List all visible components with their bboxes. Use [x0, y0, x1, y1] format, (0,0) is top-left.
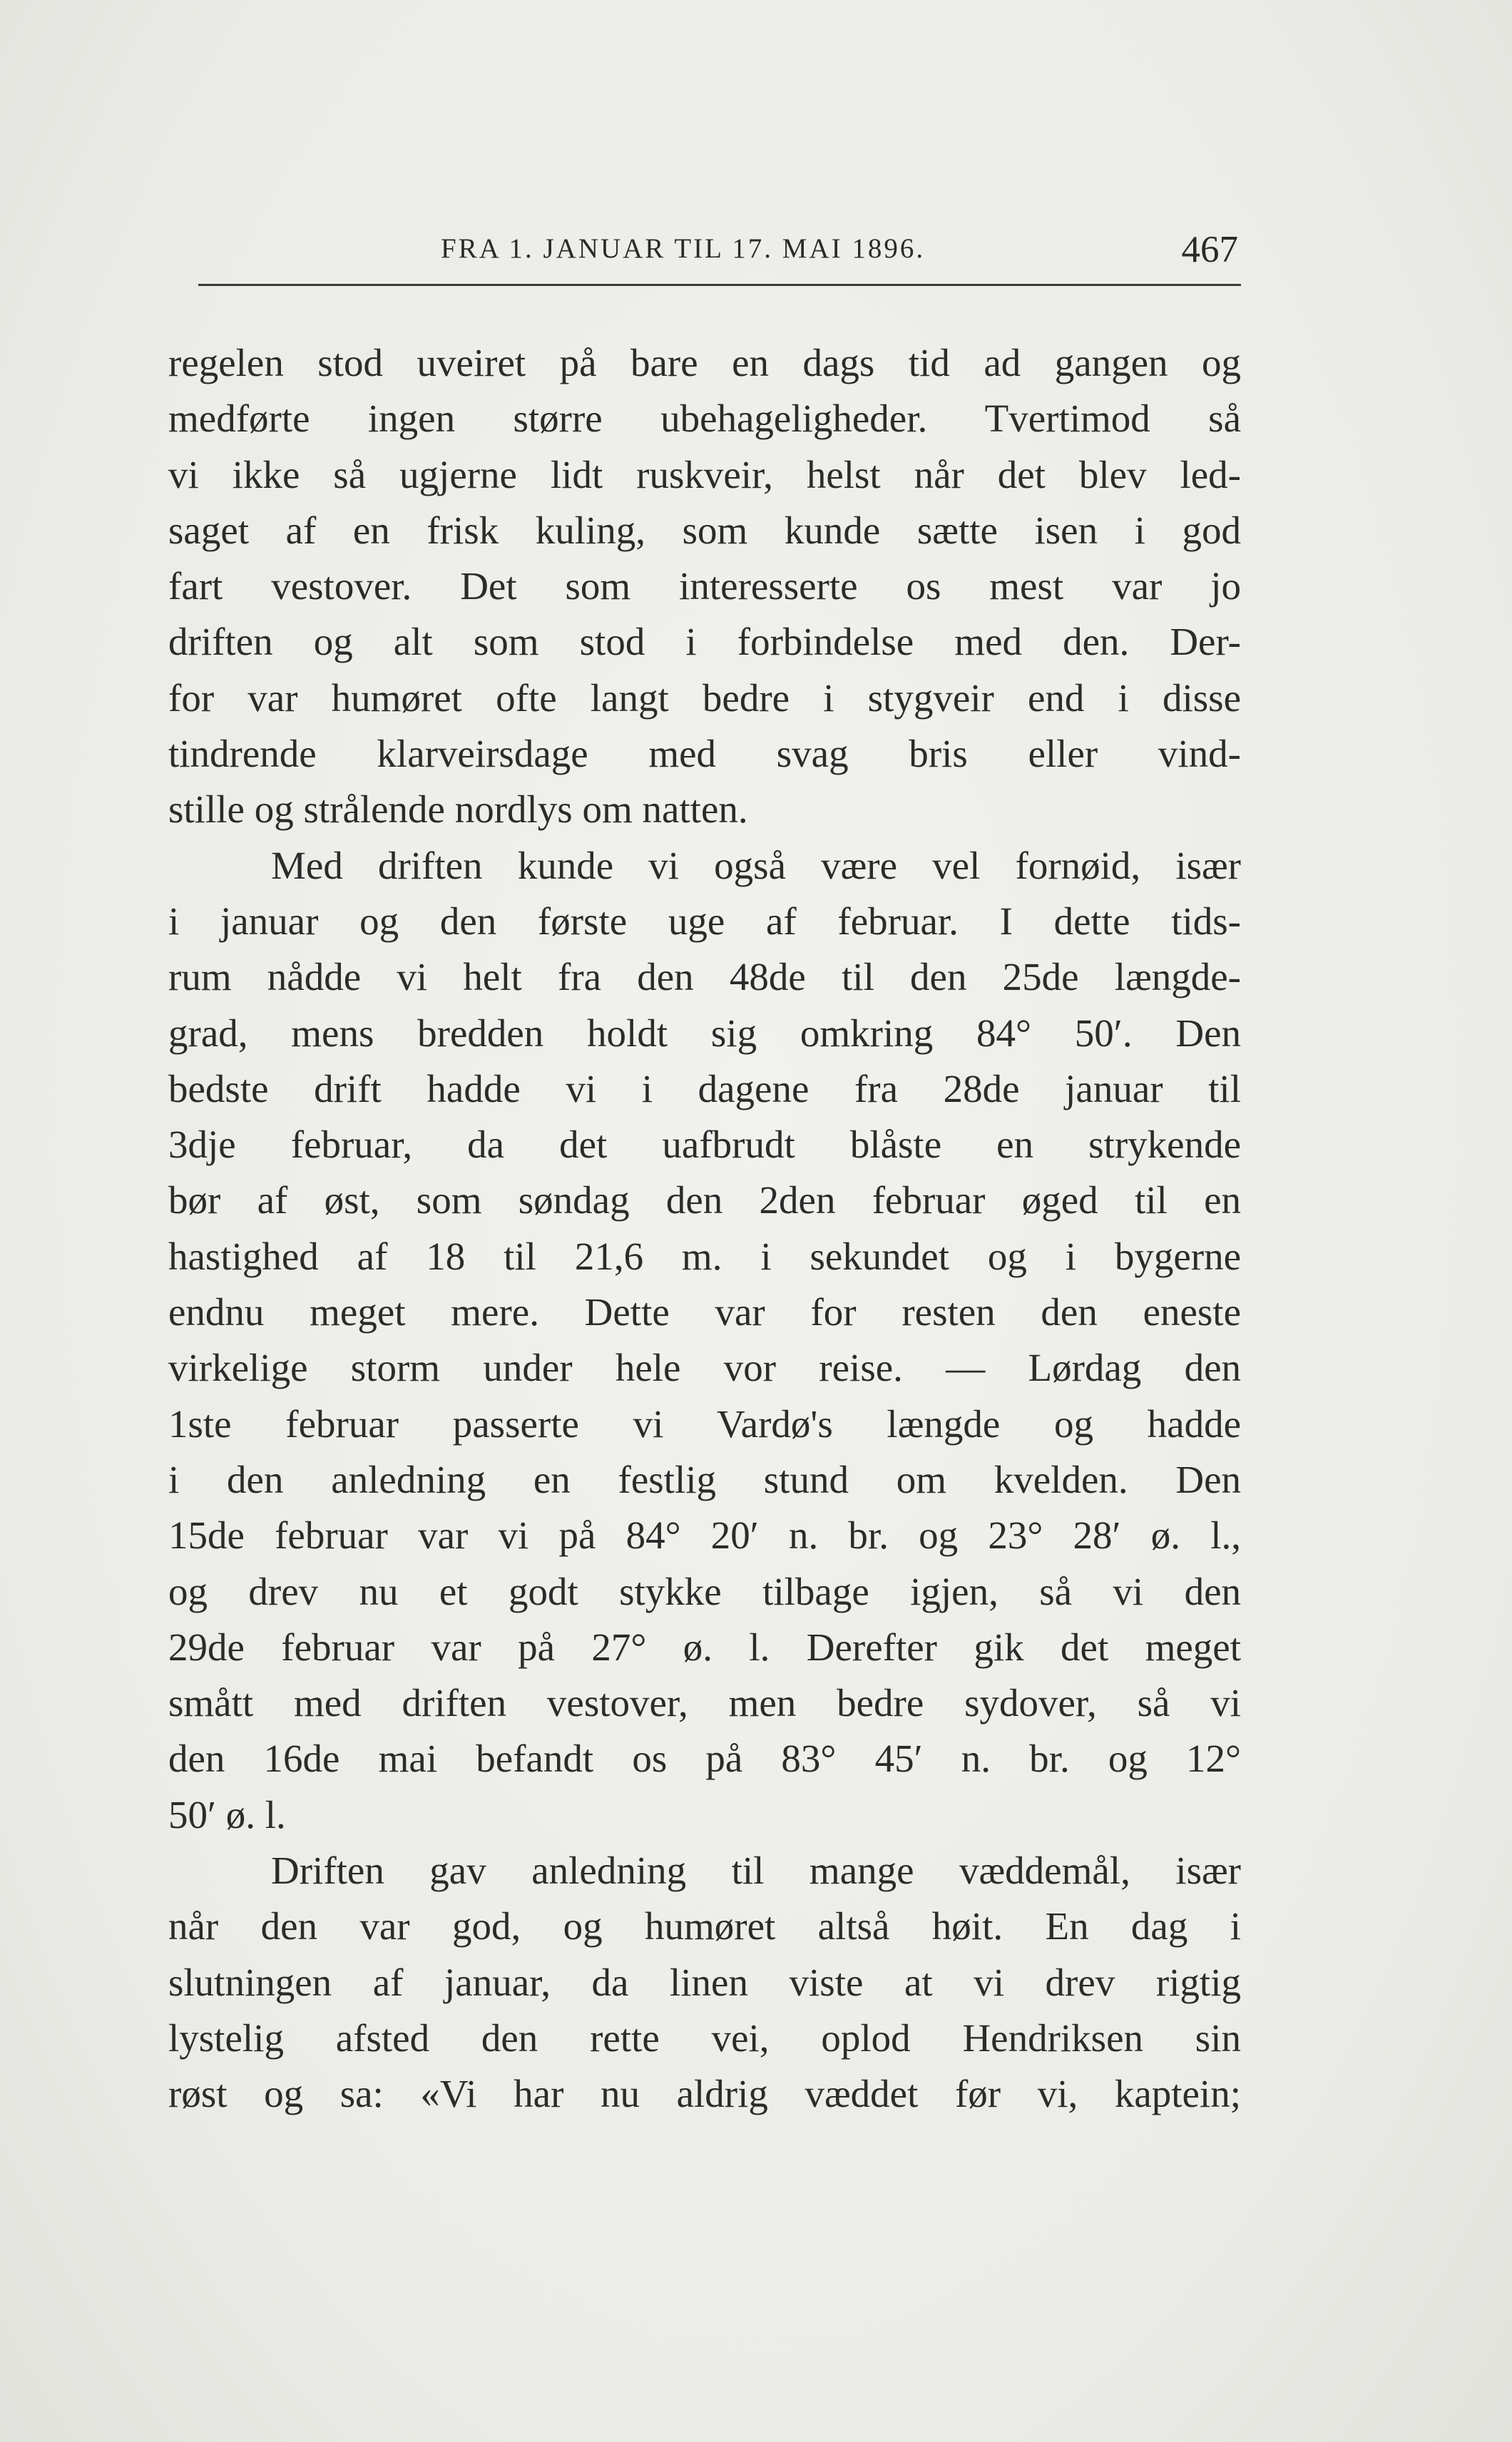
paragraph-start: Driften gav anledning til mange væddemål, især — [271, 1849, 1241, 1893]
running-head: FRA 1. JANUAR TIL 17. MAI 1896. — [441, 233, 926, 264]
text-line: fart vestover. Det som interesserte os mest var jo — [168, 564, 1241, 608]
text-line: 3dje februar, da det uafbrudt blåste en strykende — [168, 1123, 1241, 1167]
text-line: virkelige storm under hele vor reise. — Lørdag den — [168, 1346, 1241, 1390]
page-number: 467 — [1181, 229, 1238, 270]
text-line: i den anledning en festlig stund om kvelden. Den — [168, 1457, 1241, 1501]
text-line: lystelig afsted den rette vei, oplod Hendriksen sin — [168, 2016, 1241, 2060]
body-text — [168, 335, 1241, 2122]
page-header — [198, 227, 1241, 286]
text-line: 29de februar var på 27° ø. l. Derefter gik det meget — [168, 1625, 1241, 1669]
text-line: rum nådde vi helt fra den 48de til den 25de længde- — [168, 955, 1241, 999]
text-line: smått med driften vestover, men bedre sydover, så vi — [168, 1681, 1241, 1725]
text-line: stille og strålende nordlys om natten. — [168, 787, 748, 832]
text-line: når den var god, og humøret altså høit. En dag i — [168, 1904, 1241, 1948]
text-line: og drev nu et godt stykke tilbage igjen, så vi den — [168, 1569, 1241, 1613]
text-line: 50′ ø. l. — [168, 1792, 286, 1836]
text-line: saget af en frisk kuling, som kunde sætte isen i god — [168, 508, 1241, 552]
text-line: tindrende klarveirsdage med svag bris eller vind- — [168, 732, 1241, 776]
text-line: 15de februar var vi på 84° 20′ n. br. og 23° 28′ ø. l., — [168, 1513, 1241, 1558]
text-line: endnu meget mere. Dette var for resten den eneste — [168, 1290, 1241, 1334]
text-line: regelen stod uveiret på bare en dags tid ad gangen og — [168, 341, 1241, 384]
text-line: slutningen af januar, da linen viste at vi drev rigtig — [168, 1960, 1241, 2004]
text-line: vi ikke så ugjerne lidt ruskveir, helst når det blev led- — [168, 452, 1241, 496]
text-line: bedste drift hadde vi i dagene fra 28de januar til — [168, 1066, 1241, 1110]
text-line: driften og alt som stod i forbindelse med den. Der- — [168, 620, 1241, 664]
text-line: grad, mens bredden holdt sig omkring 84° 50′. Den — [168, 1011, 1241, 1055]
text-line: den 16de mai befandt os på 83° 45′ n. br. og 12° — [168, 1737, 1241, 1781]
text-line: røst og sa: «Vi har nu aldrig væddet før vi, kaptein; — [168, 2072, 1241, 2116]
text-line: 1ste februar passerte vi Vardø's længde og hadde — [168, 1401, 1241, 1446]
text-line: medførte ingen større ubehageligheder. Tvertimod så — [168, 397, 1241, 441]
text-line: for var humøret ofte langt bedre i stygveir end i disse — [168, 675, 1241, 720]
text-line: bør af øst, som søndag den 2den februar øged til en — [168, 1178, 1241, 1222]
paragraph-start: Med driften kunde vi også være vel fornøid, især — [271, 843, 1241, 887]
text-line: i januar og den første uge af februar. I dette tids- — [168, 899, 1241, 943]
text-line: hastighed af 18 til 21,6 m. i sekundet og i bygerne — [168, 1234, 1241, 1278]
